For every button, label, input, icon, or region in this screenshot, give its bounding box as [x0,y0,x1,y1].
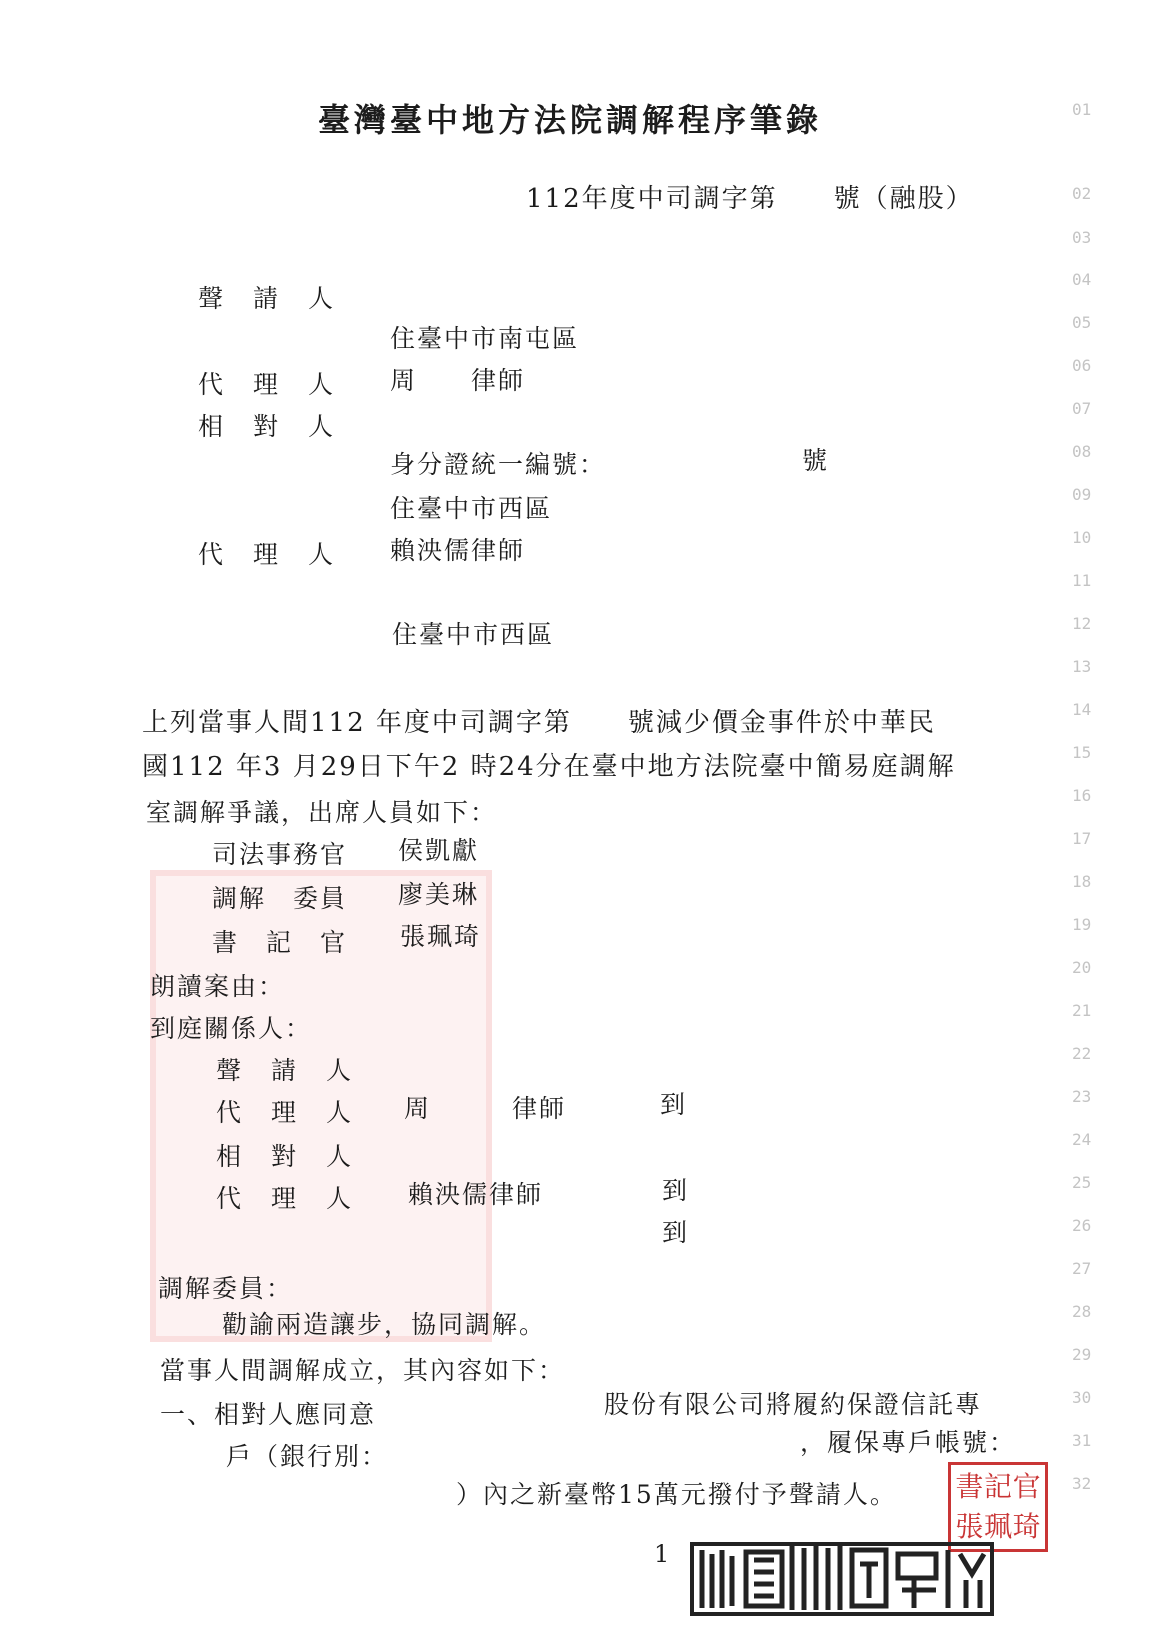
line-number: 01 [1072,100,1092,119]
clause1-d: ，履保專戶帳號： [800,1428,1017,1457]
line-number: 04 [1072,270,1092,289]
line-number: 11 [1072,571,1092,590]
present-label: 到庭關係人： [150,1014,313,1043]
clause1-e: ）內之新臺幣15萬元撥付予聲請人。 [456,1480,897,1509]
line-number: 31 [1072,1431,1092,1450]
seal-char: 記 [983,1470,1012,1503]
line-number: 22 [1072,1044,1092,1063]
present-role: 聲請人 [216,1056,382,1085]
applicant-address: 住臺中市南屯區 [390,324,580,353]
attendee-name: 廖美琳 [398,880,480,909]
attendee-name: 侯凱獻 [398,836,480,865]
respondent-agent-label: 代理人 [198,540,364,569]
present-status: 到 [662,1176,690,1205]
respondent-id: 身分證統一編號： [390,450,607,479]
document-title: 臺灣臺中地方法院調解程序筆錄 [318,101,823,139]
attendee-role: 調解 委員 [212,884,348,913]
intro-line-3: 室調解爭議，出席人員如下： [146,798,498,827]
line-number: 05 [1072,313,1092,332]
line-number: 23 [1072,1087,1092,1106]
seal-char: 書 [955,1470,984,1503]
line-number: 07 [1072,399,1092,418]
line-number: 29 [1072,1345,1092,1364]
line-number: 19 [1072,915,1092,934]
seal-char: 張 [955,1510,984,1543]
line-number: 12 [1072,614,1092,633]
clause1-b: 股份有限公司將履約保證信託專 [604,1390,983,1419]
clause1-a: 一、相對人應同意 [160,1400,377,1429]
line-number: 10 [1072,528,1092,547]
line-number: 14 [1072,700,1092,719]
attendee-role: 司法事務官 [212,840,348,869]
line-number: 27 [1072,1259,1092,1278]
line-number: 02 [1072,184,1092,203]
present-status: 到 [660,1090,688,1119]
present-name: 賴泱儒律師 [408,1180,544,1209]
court-stamp-image [688,1520,1000,1620]
line-number: 16 [1072,786,1092,805]
line-number: 20 [1072,958,1092,977]
mediator-text: 勸諭兩造讓步，協同調解。 [222,1310,547,1339]
line-number: 32 [1072,1474,1092,1493]
present-role: 代理人 [216,1184,382,1213]
line-number: 30 [1072,1388,1092,1407]
line-number: 25 [1072,1173,1092,1192]
case-number: 112年度中司調字第 號（融股） [526,184,974,214]
line-number: 21 [1072,1001,1092,1020]
respondent-id-suffix: 號 [802,446,830,475]
line-number: 28 [1072,1302,1092,1321]
present-name: 周 律師 [404,1094,567,1123]
attendee-role: 書 記 官 [212,928,348,957]
settled-text: 當事人間調解成立，其內容如下： [160,1356,566,1385]
page-number: 1 [654,1540,670,1568]
respondent-address: 住臺中市西區 [390,494,553,523]
reading-label: 朗讀案由： [150,972,286,1001]
line-number: 24 [1072,1130,1092,1149]
line-number: 15 [1072,743,1092,762]
respondent-agent: 賴泱儒律師 [390,536,526,565]
attendee-name: 張珮琦 [400,922,482,951]
applicant-label: 聲請人 [198,284,364,313]
seal-char: 官 [1012,1470,1041,1503]
line-number: 03 [1072,228,1092,247]
intro-line-2: 國112 年3 月29日下午2 時24分在臺中地方法院臺中簡易庭調解 [142,752,956,782]
seal-char: 珮 [983,1510,1012,1543]
present-role: 代理人 [216,1098,382,1127]
line-number: 09 [1072,485,1092,504]
applicant-agent: 周 律師 [390,366,526,395]
line-number: 17 [1072,829,1092,848]
seal-char: 琦 [1012,1510,1041,1543]
mediator-label: 調解委員： [158,1274,294,1303]
present-role: 相對人 [216,1142,382,1171]
applicant-agent-label: 代理人 [198,370,364,399]
clause1-c: 戶（銀行別： [226,1442,389,1471]
respondent-agent-address: 住臺中市西區 [392,620,555,649]
line-number: 26 [1072,1216,1092,1235]
line-number: 08 [1072,442,1092,461]
respondent-label: 相對人 [198,412,364,441]
line-number: 06 [1072,356,1092,375]
intro-line-1: 上列當事人間112 年度中司調字第 號減少價金事件於中華民 [142,708,936,738]
line-number: 13 [1072,657,1092,676]
line-number: 18 [1072,872,1092,891]
present-status: 到 [662,1218,690,1247]
